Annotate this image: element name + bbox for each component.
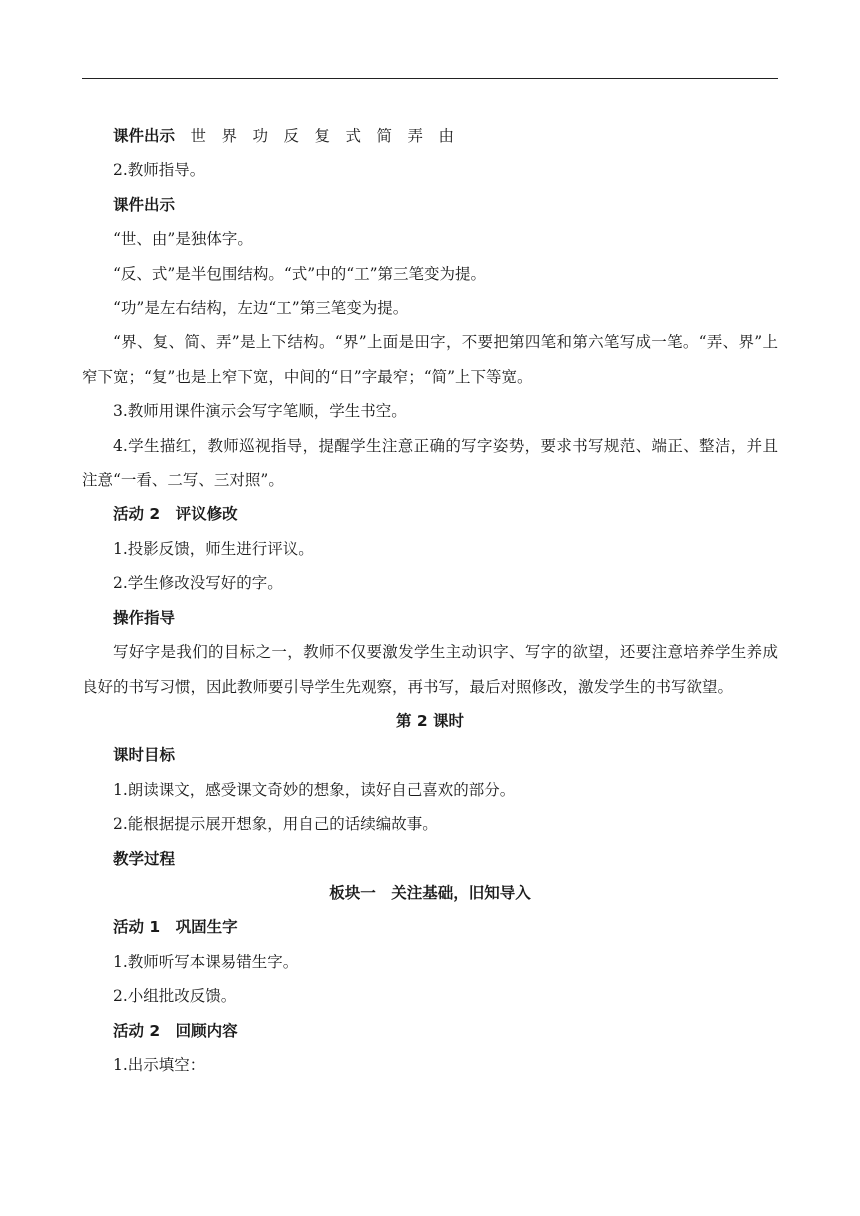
heading-activity-2-review: 活动 2 回顾内容 [113,1021,238,1040]
heading-activity-1: 活动 1 巩固生字 [113,918,238,937]
paragraph: 2.小组批改反馈。 [113,987,237,1006]
paragraph: 1.投影反馈，师生进行评议。 [113,539,314,558]
section-title-lesson-2: 第 2 课时 [395,711,465,730]
section-title-block-1: 板块一 关注基础，旧知导入 [329,883,531,902]
heading-courseware: 课件出示 世 界 功 反 复 式 简 弄 由 [113,127,455,145]
paragraph: 1.教师听写本课易错生字。 [113,952,299,971]
header-rule [82,78,778,79]
heading-teaching-process: 教学过程 [113,849,176,868]
heading-operation-guide: 操作指导 [113,608,176,627]
paragraph: 1.朗读课文，感受课文奇妙的想象，读好自己喜欢的部分。 [113,780,516,799]
paragraph: 3.教师用课件演示会写字笔顺，学生书空。 [113,402,407,421]
paragraph: 写好字是我们的目标之一，教师不仅要激发学生主动识字、写字的欲望，还要注意培养学生养成良好的书写习惯，因此教师要引导学生先观察，再书写，最后对照修改，激发学生的书写欲望。 [82,643,778,696]
paragraph: “功”是左右结构，左边“工”第三笔变为提。 [113,299,409,318]
paragraph: “世、由”是独体字。 [113,230,253,249]
paragraph: “界、复、简、弄”是上下结构。“界”上面是田字，不要把第四笔和第六笔写成一笔。“弄、界”上窄下宽；“复”也是上窄下宽，中间的“日”字最窄；“简”上下等宽。 [82,333,778,386]
character-list: 世 界 功 反 复 式 简 弄 由 [190,127,455,145]
heading-lesson-goals: 课时目标 [113,746,176,765]
paragraph: 4.学生描红，教师巡视指导，提醒学生注意正确的写字姿势，要求书写规范、端正、整洁，并且注意“一看、二写、三对照”。 [82,436,778,490]
paragraph: 2.教师指导。 [113,161,206,180]
paragraph: 1.出示填空： [113,1055,206,1074]
heading-activity-2: 活动 2 评议修改 [113,505,238,524]
paragraph: 2.能根据提示展开想象，用自己的话续编故事。 [113,815,438,834]
paragraph: 2.学生修改没写好的字。 [113,574,283,593]
document-body [82,119,778,1082]
heading-courseware-2: 课件出示 [113,195,176,214]
paragraph: “反、式”是半包围结构。“式”中的“工”第三笔变为提。 [113,264,487,283]
